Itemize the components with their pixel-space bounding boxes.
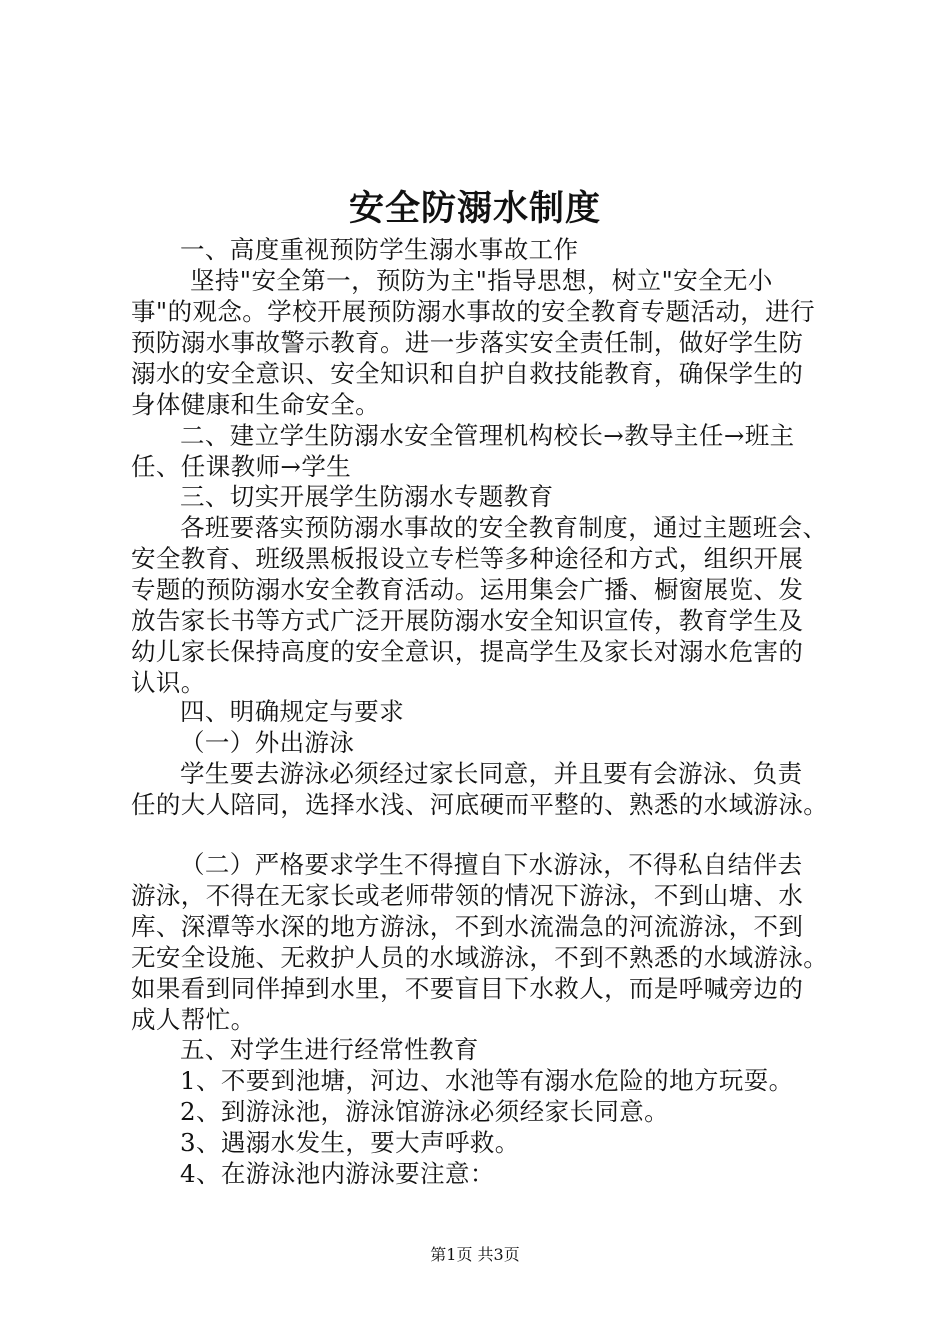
list-item: 3、遇溺水发生，要大声呼救。 bbox=[180, 1128, 520, 1157]
paragraph-line: 游泳，不得在无家长或老师带领的情况下游泳，不到山塘、水 bbox=[131, 881, 804, 910]
paragraph-line: 事"的观念。学校开展预防溺水事故的安全教育专题活动，进行 bbox=[131, 297, 815, 326]
section-heading-3: 三、切实开展学生防溺水专题教育 bbox=[180, 482, 554, 511]
paragraph-line: 成人帮忙。 bbox=[131, 1005, 256, 1034]
list-item: 4、在游泳池内游泳要注意： bbox=[180, 1159, 495, 1188]
subsection-heading: （一）外出游泳 bbox=[180, 728, 355, 757]
paragraph-line: 任的大人陪同，选择水浅、河底硬而平整的、熟悉的水域游泳。 bbox=[131, 790, 829, 819]
paragraph-line: 各班要落实预防溺水事故的安全教育制度，通过主题班会、 bbox=[180, 513, 828, 542]
paragraph-line: 库、深潭等水深的地方游泳，不到水流湍急的河流游泳，不到 bbox=[131, 912, 804, 941]
section-heading-2: 二、建立学生防溺水安全管理机构校长→教导主任→班主 bbox=[180, 421, 795, 450]
paragraph-line: 预防溺水事故警示教育。进一步落实安全责任制，做好学生防 bbox=[131, 328, 804, 357]
list-item: 2、到游泳池，游泳馆游泳必须经家长同意。 bbox=[180, 1097, 670, 1126]
paragraph-line: 幼儿家长保持高度的安全意识，提高学生及家长对溺水危害的 bbox=[131, 637, 804, 666]
paragraph-line: 身体健康和生命安全。 bbox=[131, 390, 380, 419]
paragraph-line: 无安全设施、无救护人员的水域游泳，不到不熟悉的水域游泳。 bbox=[131, 943, 829, 972]
paragraph-line: 安全教育、班级黑板报设立专栏等多种途径和方式，组织开展 bbox=[131, 544, 804, 573]
section-heading-1: 一、高度重视预防学生溺水事故工作 bbox=[180, 235, 579, 264]
list-item: 1、不要到池塘，河边、水池等有溺水危险的地方玩耍。 bbox=[180, 1066, 794, 1095]
paragraph-line: 坚持"安全第一，预防为主"指导思想，树立"安全无小 bbox=[190, 266, 773, 295]
document-title: 安全防溺水制度 bbox=[348, 188, 601, 229]
paragraph-line: 溺水的安全意识、安全知识和自护自救技能教育，确保学生的 bbox=[131, 359, 804, 388]
paragraph-line: 放告家长书等方式广泛开展防溺水安全知识宣传，教育学生及 bbox=[131, 606, 804, 635]
section-heading-4: 四、明确规定与要求 bbox=[180, 697, 405, 726]
section-heading-5: 五、对学生进行经常性教育 bbox=[180, 1035, 479, 1064]
paragraph-line: 任、任课教师→学生 bbox=[131, 452, 352, 481]
paragraph-line: 认识。 bbox=[131, 668, 206, 697]
page-footer: 第1页 共3页 bbox=[430, 1245, 520, 1264]
paragraph-line: 学生要去游泳必须经过家长同意，并且要有会游泳、负责 bbox=[180, 759, 803, 788]
paragraph-line: 专题的预防溺水安全教育活动。运用集会广播、橱窗展览、发 bbox=[131, 575, 804, 604]
paragraph-line: （二）严格要求学生不得擅自下水游泳，不得私自结伴去 bbox=[180, 850, 803, 879]
paragraph-line: 如果看到同伴掉到水里，不要盲目下水救人，而是呼喊旁边的 bbox=[131, 974, 804, 1003]
